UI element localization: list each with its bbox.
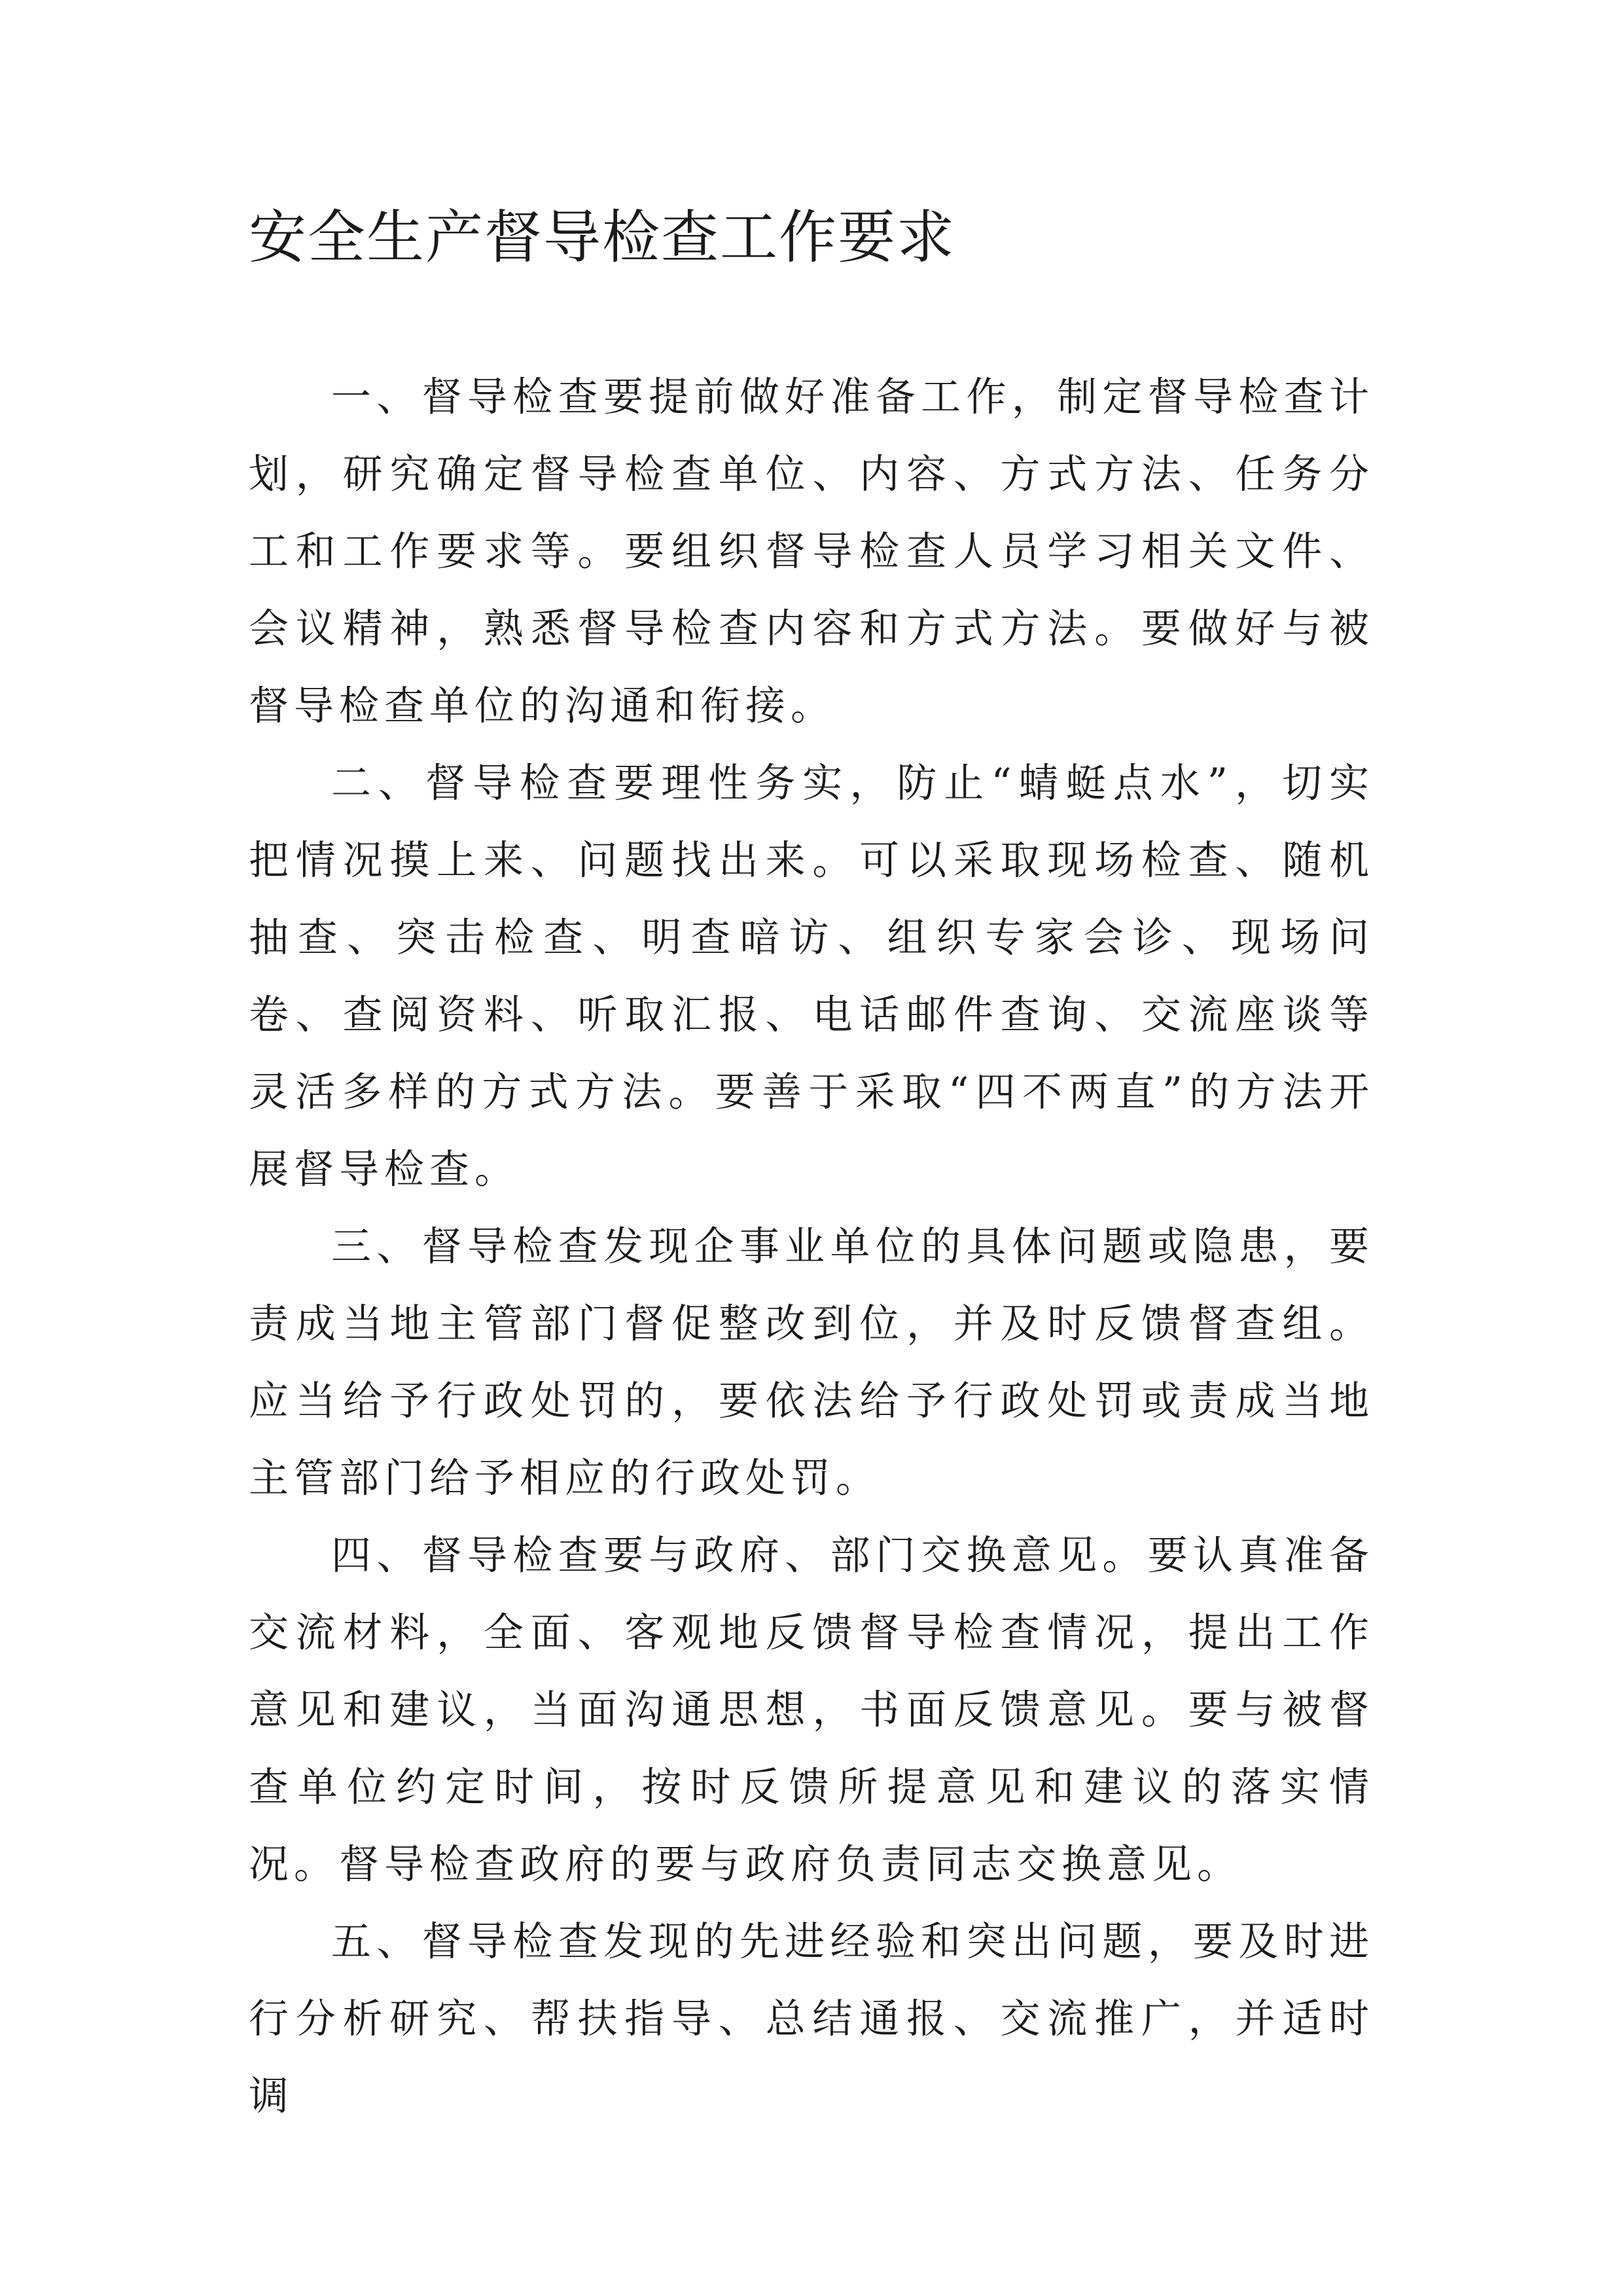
paragraph-1: 一、督导检查要提前做好准备工作，制定督导检查计划，研究确定督导检查单位、内容、方式方法、任务分工和工作要求等。要组织督导检查人员学习相关文件、会议精神，熟悉督导检查内容和方式方法。要做好与被督导检查单位的沟通和衔接。 (249, 374, 1374, 729)
paragraph-4: 四、督导检查要与政府、部门交换意见。要认真准备交流材料，全面、客观地反馈督导检查情况，提出工作意见和建议，当面沟通思想，书面反馈意见。要与被督查单位约定时间，按时反馈所提意见和建议的落实情况。督导检查政府的要与政府负责同志交换意见。 (249, 1532, 1374, 1888)
document-body (249, 359, 1374, 2135)
paragraph-5: 五、督导检查发现的先进经验和突出问题，要及时进行分析研究、帮扶指导、总结通报、交流推广，并适时调 (249, 1918, 1374, 2119)
paragraph-3: 三、督导检查发现企事业单位的具体问题或隐患，要责成当地主管部门督促整改到位，并及时反馈督查组。应当给予行政处罚的，要依法给予行政处罚或责成当地主管部门给予相应的行政处罚。 (249, 1223, 1374, 1501)
paragraph-2: 二、督导检查要理性务实，防止“蜻蜓点水”，切实把情况摸上来、问题找出来。可以采取现场检查、随机抽查、突击检查、明查暗访、组织专家会诊、现场问卷、查阅资料、听取汇报、电话邮件查询、交流座谈等灵活多样的方式方法。要善于采取“四不两直”的方法开展督导检查。 (249, 760, 1374, 1193)
document-title: 安全生产督导检查工作要求 (249, 204, 956, 271)
